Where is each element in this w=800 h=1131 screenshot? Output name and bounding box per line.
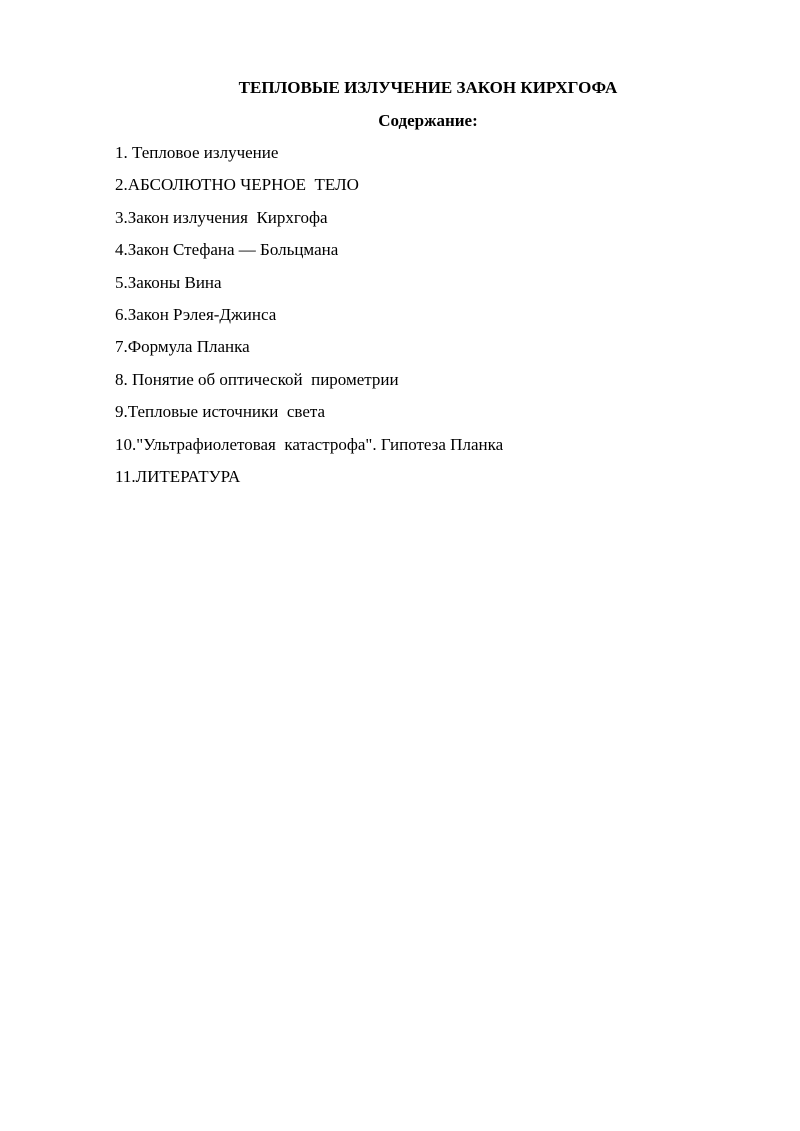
toc-item-4: 4.Закон Стефана — Больцмана [115, 240, 339, 260]
contents-heading: Содержание: [378, 111, 478, 130]
toc-item-6: 6.Закон Рэлея-Джинса [115, 304, 277, 324]
toc-item-3: 3.Закон излучения Кирхгофа [115, 207, 328, 227]
toc-item-10: 10."Ультрафиолетовая катастрофа". Гипотеза Планка [115, 434, 504, 454]
toc-item-9: 9.Тепловые источники света [115, 402, 326, 422]
toc-item-8: 8. Понятие об оптической пирометрии [115, 369, 399, 389]
table-of-contents [115, 142, 755, 498]
toc-item-1: 1. Тепловое излучение [115, 143, 279, 162]
toc-item-7: 7.Формула Планка [115, 337, 250, 357]
toc-item-5: 5.Законы Вина [115, 272, 222, 292]
toc-item-11: 11.ЛИТЕРАТУРА [115, 466, 241, 486]
toc-item-2: 2.АБСОЛЮТНО ЧЕРНОЕ ТЕЛО [115, 175, 359, 195]
document-title: ТЕПЛОВЫЕ ИЗЛУЧЕНИЕ ЗАКОН КИРХГОФА [238, 78, 618, 97]
